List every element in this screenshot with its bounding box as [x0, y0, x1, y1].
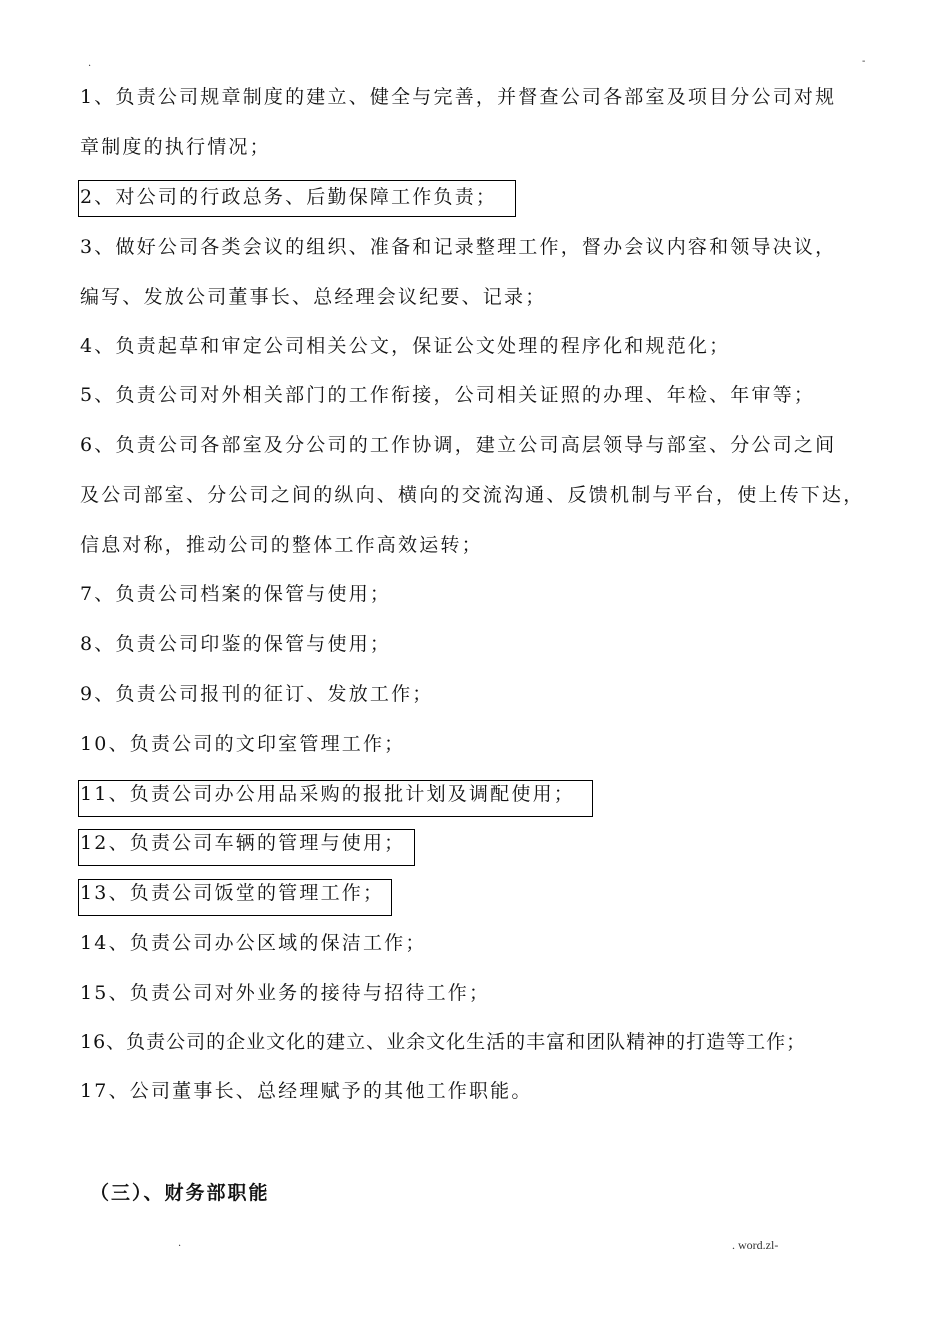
- footer-left-mark: .: [178, 1238, 182, 1249]
- footer-text: . word.zl-: [732, 1238, 779, 1252]
- duty-item-15: 15、负责公司对外业务的接待与招待工作；: [80, 982, 491, 1004]
- duty-item-11: 11、负责公司办公用品采购的报批计划及调配使用；: [80, 783, 575, 805]
- duty-item-14: 14、负责公司办公区域的保洁工作；: [80, 932, 427, 954]
- duty-item-13: 13、负责公司饭堂的管理工作；: [80, 882, 385, 904]
- header-left-mark: .: [88, 58, 92, 69]
- duty-item-4: 4、负责起草和审定公司相关公文，保证公文处理的程序化和规范化；: [80, 335, 731, 357]
- duty-item-8: 8、负责公司印鉴的保管与使用；: [80, 633, 392, 655]
- duty-item-12: 12、负责公司车辆的管理与使用；: [80, 832, 406, 854]
- duty-item-17: 17、公司董事长、总经理赋予的其他工作职能。: [80, 1080, 533, 1102]
- duty-item-10: 10、负责公司的文印室管理工作；: [80, 733, 406, 755]
- duty-item-1-line-1: 1、负责公司规章制度的建立、健全与完善，并督查公司各部室及项目分公司对规: [80, 86, 837, 108]
- duty-item-1-line-2: 章制度的执行情况；: [80, 136, 271, 158]
- duty-item-16: 16、负责公司的企业文化的建立、业余文化生活的丰富和团队精神的打造等工作；: [80, 1031, 807, 1053]
- duty-item-3-line-2: 编写、发放公司董事长、总经理会议纪要、记录；: [80, 286, 547, 308]
- duty-item-6-line-3: 信息对称，推动公司的整体工作高效运转；: [80, 534, 483, 556]
- duty-item-7: 7、负责公司档案的保管与使用；: [80, 583, 392, 605]
- duty-item-6-line-1: 6、负责公司各部室及分公司的工作协调，建立公司高层领导与部室、分公司之间: [80, 434, 837, 456]
- section-heading-finance: （三）、财务部职能: [90, 1182, 270, 1204]
- header-right-mark: -: [862, 56, 866, 67]
- duty-item-2: 2、对公司的行政总务、后勤保障工作负责；: [80, 186, 498, 208]
- duty-item-6-line-2: 及公司部室、分公司之间的纵向、横向的交流沟通、反馈机制与平台，使上传下达，: [80, 484, 865, 506]
- duty-item-5: 5、负责公司对外相关部门的工作衔接，公司相关证照的办理、年检、年审等；: [80, 384, 816, 406]
- duty-item-9: 9、负责公司报刊的征订、发放工作；: [80, 683, 434, 705]
- duty-item-3-line-1: 3、做好公司各类会议的组织、准备和记录整理工作，督办会议内容和领导决议，: [80, 236, 837, 258]
